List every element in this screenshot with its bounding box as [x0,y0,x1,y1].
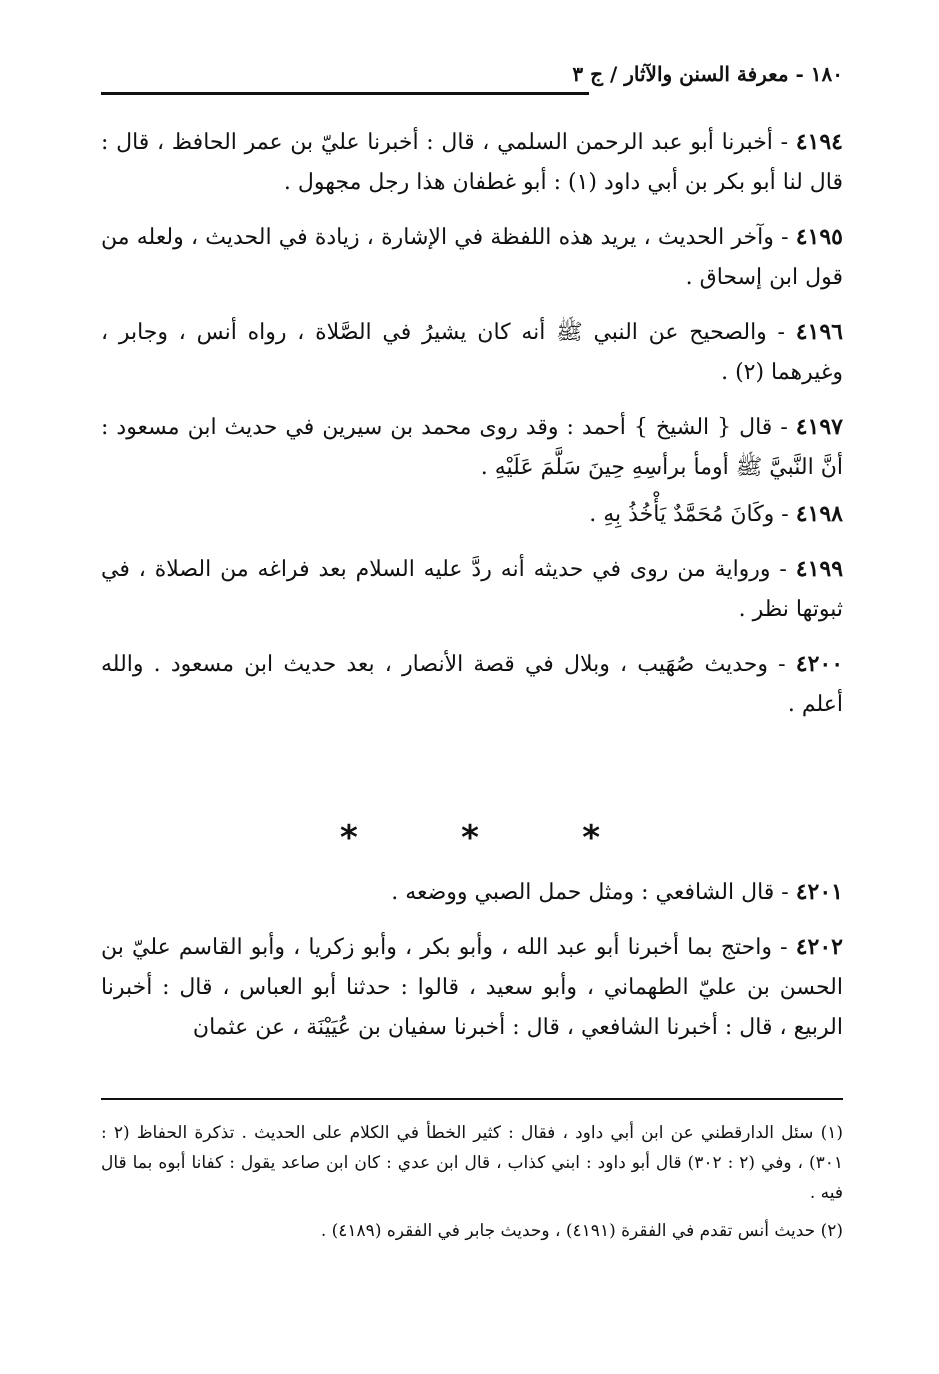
paragraph-number: ٤٢٠٢ [795,934,843,960]
footnote-1: (١) سئل الدارقطني عن ابن أبي داود ، فقال : كثير الخطأ في الكلام على الحديث . تذكرة الحفاظ (٢ : ٣٠١) ، وفي (٢ : ٣٠٢) قال أبو داود : ابني كذاب ، قال ابن عدي : كان ابن صاعد يقول : كفانا أبوه بما قال فيه . [101,1123,843,1203]
paragraph-4199: ٤١٩٩ - ورواية من روى في حديثه أنه ردَّ عليه السلام بعد فراغه من الصلاة ، في ثبوتها نظر . [101,556,844,622]
paragraph-4196: ٤١٩٦ - والصحيح عن النبي ﷺ أنه كان يشيرُ في الصَّلاة ، رواه أنس ، وجابر ، وغيرهما (٢) . [101,319,843,385]
paragraph-4202: ٤٢٠٢ - واحتج بما أخبرنا أبو عبد الله ، وأبو بكر ، وأبو زكريا ، وأبو القاسم عليّ بن الحسن بن عليّ الطهماني ، وأبو سعيد ، قالوا : حدثنا أبو العباس ، قال : أخبرنا الربيع ، قال : أخبرنا الشافعي ، قال : أخبرنا سفيان بن عُيَيْنَة ، عن عثمان [101,934,843,1040]
paragraph-text: قال { الشيخ } أحمد : وقد روى محمد بن سيرين في حديث ابن مسعود : أنَّ النَّبيَّ ﷺ أومأ برأسِهِ حِينَ سَلَّمَ عَلَيْهِ . [101,415,843,480]
header-rule [101,92,589,95]
paragraph-4197: ٤١٩٧ - قال { الشيخ } أحمد : وقد روى محمد بن سيرين في حديث ابن مسعود : أنَّ النَّبيَّ ﷺ أومأ برأسِهِ حِينَ سَلَّمَ عَلَيْهِ . [101,414,843,480]
paragraph-number: ٤١٩٦ [795,319,843,345]
main-text-block-1 [101,122,843,725]
paragraph-text: والصحيح عن النبي ﷺ أنه كان يشيرُ في الصَّلاة ، رواه أنس ، وجابر ، وغيرهما (٢) . [101,320,843,385]
running-head: ١٨٠ - معرفة السنن والآثار / ج ٣ [572,62,843,86]
paragraph-number: ٤١٩٤ [795,129,843,155]
paragraph-text: واحتج بما أخبرنا أبو عبد الله ، وأبو بكر ، وأبو زكريا ، وأبو القاسم عليّ بن الحسن بن عليّ الطهماني ، وأبو سعيد ، قالوا : حدثنا أبو العباس ، قال : أخبرنا الربيع ، قال : أخبرنا الشافعي ، قال : أخبرنا سفيان بن عُيَيْنَة ، عن عثمان [101,935,843,1040]
paragraph-number: ٤١٩٧ [795,414,843,440]
paragraph-text: ورواية من روى في حديثه أنه ردَّ عليه السلام بعد فراغه من الصلاة ، في ثبوتها نظر . [101,557,843,622]
footnote-2: (٢) حديث أنس تقدم في الفقرة (٤١٩١) ، وحديث جابر في الفقره (٤١٨٩) . [320,1221,843,1241]
paragraph-4198: ٤١٩٨ - وكَانَ مُحَمَّدٌ يَأْخُذُ بِهِ . [589,501,843,527]
paragraph-number: ٤١٩٨ [795,501,843,527]
paragraph-text: قال الشافعي : ومثل حمل الصبي ووضعه . [391,880,775,905]
separator-star: * [461,818,479,858]
paragraph-4194: ٤١٩٤ - أخبرنا أبو عبد الرحمن السلمي ، قال : أخبرنا عليّ بن عمر الحافظ ، قال : قال لنا أبو بكر بن أبي داود (١) : أبو غطفان هذا رجل مجهول . [101,129,843,195]
separator-star: * [340,818,358,858]
paragraph-text: وكَانَ مُحَمَّدٌ يَأْخُذُ بِهِ . [589,502,775,527]
footnotes [101,1118,843,1254]
separator-star: * [582,818,600,858]
paragraph-4201: ٤٢٠١ - قال الشافعي : ومثل حمل الصبي ووضعه . [391,879,843,905]
paragraph-number: ٤١٩٥ [795,224,843,250]
paragraph-4200: ٤٢٠٠ - وحديث صُهَيب ، وبلال في قصة الأنصار ، بعد حديث ابن مسعود . والله أعلم . [101,651,844,717]
section-separator [340,818,600,858]
paragraph-text: أخبرنا أبو عبد الرحمن السلمي ، قال : أخبرنا عليّ بن عمر الحافظ ، قال : قال لنا أبو بكر بن أبي داود (١) : أبو غطفان هذا رجل مجهول . [101,130,843,195]
page-header [101,62,843,102]
paragraph-number: ٤١٩٩ [795,556,844,582]
main-text-block-2 [101,872,843,1048]
paragraph-number: ٤٢٠٠ [795,651,844,677]
paragraph-4195: ٤١٩٥ - وآخر الحديث ، يريد هذه اللفظة في الإشارة ، زيادة في الحديث ، ولعله من قول ابن إسحاق . [101,224,843,290]
footnote-rule [101,1098,843,1100]
paragraph-text: وآخر الحديث ، يريد هذه اللفظة في الإشارة ، زيادة في الحديث ، ولعله من قول ابن إسحاق . [101,225,843,290]
paragraph-number: ٤٢٠١ [795,879,843,905]
paragraph-text: وحديث صُهَيب ، وبلال في قصة الأنصار ، بعد حديث ابن مسعود . والله أعلم . [101,652,843,717]
